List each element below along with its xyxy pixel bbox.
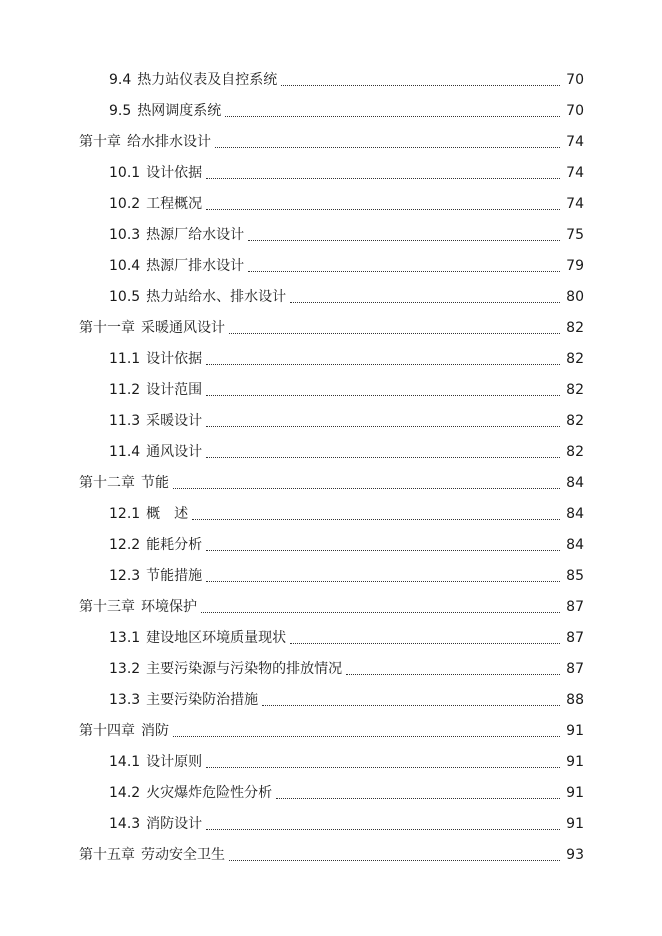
toc-section-entry[interactable]	[0, 219, 662, 250]
toc-entry-number: 12.3	[109, 568, 141, 584]
dot-leader	[192, 517, 560, 520]
toc-entry-title: 热网调度系统	[137, 103, 222, 119]
toc-section-entry[interactable]	[0, 250, 662, 281]
toc-chapter-entry[interactable]	[0, 839, 662, 870]
toc-entry-number: 14.3	[109, 816, 141, 832]
toc-entry-number: 10.5	[109, 289, 141, 305]
toc-entry-number: 第十一章	[79, 320, 135, 336]
toc-entry-page-number: 85	[566, 568, 584, 584]
toc-section-entry[interactable]	[0, 560, 662, 591]
toc-entry-title: 采暖通风设计	[141, 320, 225, 336]
dot-leader	[248, 269, 560, 272]
toc-section-entry[interactable]	[0, 746, 662, 777]
toc-section-entry[interactable]	[0, 188, 662, 219]
toc-chapter-entry[interactable]	[0, 591, 662, 622]
toc-entry-title: 主要污染源与污染物的排放情况	[146, 661, 343, 677]
dot-leader	[225, 114, 560, 117]
toc-entry-page-number: 82	[566, 320, 584, 336]
toc-entry-page-number: 84	[566, 537, 584, 553]
toc-entry-page-number: 88	[566, 692, 584, 708]
toc-entry-page-number: 82	[566, 382, 584, 398]
toc-entry-page-number: 91	[566, 723, 584, 739]
toc-entry-number: 10.4	[109, 258, 141, 274]
toc-entry-page-number: 74	[566, 165, 584, 181]
dot-leader	[201, 610, 560, 613]
toc-entry-number: 11.3	[109, 413, 141, 429]
toc-section-entry[interactable]	[0, 343, 662, 374]
toc-entry-page-number: 84	[566, 475, 584, 491]
toc-entry-page-number: 84	[566, 506, 584, 522]
dot-leader	[206, 362, 560, 365]
dot-leader	[173, 734, 560, 737]
toc-entry-title: 工程概况	[146, 196, 203, 212]
dot-leader	[346, 672, 560, 675]
toc-entry-page-number: 80	[566, 289, 584, 305]
toc-chapter-entry[interactable]	[0, 467, 662, 498]
toc-section-entry[interactable]	[0, 684, 662, 715]
toc-section-entry[interactable]	[0, 808, 662, 839]
toc-entry-title: 劳动安全卫生	[141, 847, 225, 863]
toc-chapter-entry[interactable]	[0, 312, 662, 343]
toc-entry-number: 11.1	[109, 351, 141, 367]
toc-section-entry[interactable]	[0, 64, 662, 95]
toc-entry-number: 10.3	[109, 227, 141, 243]
toc-entry-number: 13.2	[109, 661, 141, 677]
toc-entry-title: 环境保护	[141, 599, 197, 615]
toc-section-entry[interactable]	[0, 281, 662, 312]
dot-leader	[206, 207, 560, 210]
toc-entry-title: 设计依据	[146, 351, 203, 367]
toc-entry-page-number: 82	[566, 413, 584, 429]
toc-entry-number: 9.4	[109, 72, 132, 88]
toc-section-entry[interactable]	[0, 157, 662, 188]
toc-entry-title: 热源厂给水设计	[146, 227, 245, 243]
toc-section-entry[interactable]	[0, 529, 662, 560]
dot-leader	[206, 765, 560, 768]
toc-entry-title: 采暖设计	[146, 413, 203, 429]
dot-leader	[281, 83, 560, 86]
toc-entry-number: 第十三章	[79, 599, 135, 615]
dot-leader	[290, 641, 560, 644]
toc-entry-page-number: 91	[566, 816, 584, 832]
toc-entry-title: 设计依据	[146, 165, 203, 181]
table-of-contents	[0, 64, 662, 870]
toc-section-entry[interactable]	[0, 405, 662, 436]
toc-entry-title: 火灾爆炸危险性分析	[146, 785, 273, 801]
toc-entry-title: 给水排水设计	[127, 134, 211, 150]
toc-entry-number: 14.1	[109, 754, 141, 770]
toc-entry-number: 第十章	[79, 134, 121, 150]
toc-entry-page-number: 70	[566, 72, 584, 88]
toc-entry-number: 14.2	[109, 785, 141, 801]
toc-entry-number: 12.1	[109, 506, 141, 522]
toc-section-entry[interactable]	[0, 436, 662, 467]
toc-entry-title: 热源厂排水设计	[146, 258, 245, 274]
toc-entry-title: 热力站仪表及自控系统	[137, 72, 278, 88]
dot-leader	[206, 548, 560, 551]
dot-leader	[206, 393, 560, 396]
toc-entry-title: 节能措施	[146, 568, 203, 584]
toc-entry-page-number: 82	[566, 444, 584, 460]
toc-section-entry[interactable]	[0, 95, 662, 126]
toc-chapter-entry[interactable]	[0, 126, 662, 157]
dot-leader	[206, 579, 560, 582]
toc-entry-number: 第十五章	[79, 847, 135, 863]
dot-leader	[229, 858, 560, 861]
toc-entry-number: 10.2	[109, 196, 141, 212]
toc-entry-page-number: 74	[566, 196, 584, 212]
dot-leader	[206, 455, 560, 458]
dot-leader	[206, 827, 560, 830]
toc-entry-number: 11.4	[109, 444, 141, 460]
dot-leader	[276, 796, 560, 799]
dot-leader	[215, 145, 560, 148]
toc-entry-number: 13.1	[109, 630, 141, 646]
toc-entry-page-number: 87	[566, 599, 584, 615]
toc-section-entry[interactable]	[0, 777, 662, 808]
toc-entry-title: 建设地区环境质量现状	[146, 630, 287, 646]
toc-entry-number: 9.5	[109, 103, 132, 119]
dot-leader	[173, 486, 560, 489]
dot-leader	[229, 331, 560, 334]
toc-entry-title: 概 述	[146, 506, 189, 522]
toc-entry-page-number: 74	[566, 134, 584, 150]
toc-section-entry[interactable]	[0, 622, 662, 653]
toc-chapter-entry[interactable]	[0, 715, 662, 746]
toc-entry-title: 主要污染防治措施	[146, 692, 259, 708]
toc-entry-title: 设计范围	[146, 382, 203, 398]
toc-entry-number: 第十二章	[79, 475, 135, 491]
toc-section-entry[interactable]	[0, 498, 662, 529]
dot-leader	[262, 703, 560, 706]
toc-entry-page-number: 75	[566, 227, 584, 243]
dot-leader	[206, 424, 560, 427]
toc-entry-page-number: 70	[566, 103, 584, 119]
toc-entry-number: 12.2	[109, 537, 141, 553]
toc-entry-title: 消防	[141, 723, 169, 739]
toc-entry-title: 能耗分析	[146, 537, 203, 553]
toc-entry-title: 消防设计	[146, 816, 203, 832]
toc-entry-title: 设计原则	[146, 754, 203, 770]
toc-entry-page-number: 79	[566, 258, 584, 274]
toc-entry-number: 10.1	[109, 165, 141, 181]
toc-section-entry[interactable]	[0, 374, 662, 405]
dot-leader	[290, 300, 560, 303]
toc-entry-title: 通风设计	[146, 444, 203, 460]
toc-entry-title: 节能	[141, 475, 169, 491]
toc-entry-page-number: 91	[566, 754, 584, 770]
toc-entry-number: 13.3	[109, 692, 141, 708]
toc-entry-number: 第十四章	[79, 723, 135, 739]
toc-entry-page-number: 91	[566, 785, 584, 801]
toc-entry-page-number: 93	[566, 847, 584, 863]
toc-entry-title: 热力站给水、排水设计	[146, 289, 287, 305]
toc-section-entry[interactable]	[0, 653, 662, 684]
toc-entry-page-number: 87	[566, 630, 584, 646]
toc-entry-page-number: 87	[566, 661, 584, 677]
dot-leader	[206, 176, 560, 179]
toc-entry-page-number: 82	[566, 351, 584, 367]
toc-entry-number: 11.2	[109, 382, 141, 398]
dot-leader	[248, 238, 560, 241]
